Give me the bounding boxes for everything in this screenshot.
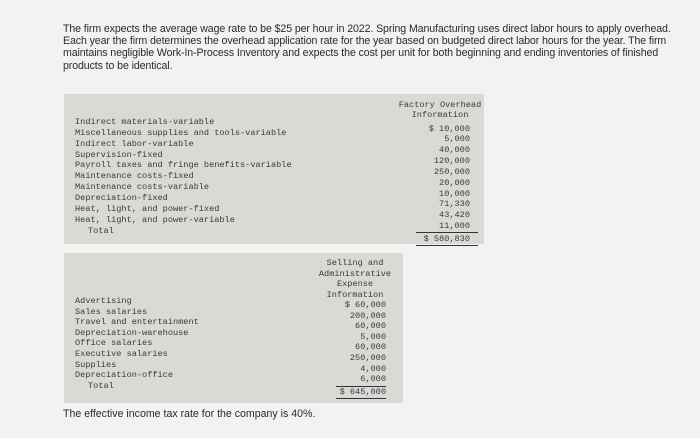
tax-rate-note: The effective income tax rate for the company is 40%. (63, 408, 316, 420)
overhead-item-value: 120,000 (433, 156, 470, 167)
selling-item-value: 60,000 (355, 321, 386, 332)
overhead-header-line: Information (411, 110, 469, 120)
overhead-header-line: Factory Overhead (398, 100, 482, 110)
selling-item-label: Supplies (75, 359, 117, 370)
selling-total-double-rule (336, 398, 386, 399)
overhead-item-label: Maintenance costs-fixed (75, 171, 194, 182)
overhead-item-value: 20,000 (439, 177, 470, 188)
overhead-item-label: Supervision-fixed (75, 149, 163, 160)
selling-item-value: 250,000 (349, 353, 386, 363)
selling-item-label: Travel and entertainment (75, 317, 199, 328)
selling-item-label: Advertising (75, 296, 132, 306)
overhead-item-label: Indirect materials-variable (75, 117, 215, 127)
overhead-item-label: Heat, light, and power-fixed (75, 203, 220, 214)
overhead-item-label: Indirect labor-variable (75, 138, 194, 149)
selling-header-line: Information (326, 289, 384, 300)
overhead-total-value: $ 580,830 (423, 234, 470, 244)
overhead-item-label: Miscellaneous supplies and tools-variable (75, 127, 287, 138)
selling-item-value: 5,000 (360, 331, 386, 342)
selling-item-label: Depreciation-warehouse (75, 327, 189, 338)
overhead-item-label: Payroll taxes and fringe benefits-variable (75, 160, 292, 171)
selling-total-label: Total (88, 380, 114, 391)
overhead-item-label: Depreciation-fixed (75, 192, 168, 203)
selling-item-label: Office salaries (75, 338, 153, 349)
selling-item-label: Executive salaries (75, 349, 168, 359)
overhead-item-value: 43,420 (439, 210, 470, 221)
overhead-item-value: 40,000 (439, 145, 470, 156)
selling-item-label: Sales salaries (75, 306, 148, 317)
overhead-item-value: 5,000 (444, 134, 470, 145)
overhead-item-value: 10,000 (439, 188, 470, 199)
overhead-item-value: $ 10,000 (428, 123, 470, 134)
overhead-item-label: Maintenance costs-variable (75, 182, 210, 193)
overhead-total-label: Total (88, 225, 114, 236)
selling-header-line: Expense (336, 279, 374, 289)
overhead-item-label: Heat, light, and power-variable (75, 214, 235, 225)
overhead-item-value: 250,000 (433, 166, 470, 177)
overhead-total-double-rule (416, 245, 478, 246)
selling-header-line: Administrative (318, 268, 392, 279)
selling-item-value: 6,000 (360, 374, 386, 385)
overhead-item-value: 11,000 (439, 221, 470, 232)
selling-item-label: Depreciation-office (75, 370, 173, 381)
selling-item-value: 200,000 (349, 310, 386, 321)
selling-header-line: Selling and (326, 258, 384, 268)
selling-total-value: $ 645,000 (339, 387, 386, 397)
selling-item-value: 60,000 (355, 342, 386, 353)
overhead-item-value: 71,330 (439, 199, 470, 210)
overhead-sum-rule (416, 232, 478, 233)
intro-paragraph: The firm expects the average wage rate to be $25 per hour in 2022. Spring Manufacturing uses direct labor hours to apply overhead. Each year the firm determines the overhead application rate for the year based on budgeted direct labor hours for the year. The firm maintains negligible Work-In-Process Inventory and expects the cost per unit for both beginning and ending inventories of finished products to be identical. (63, 23, 671, 72)
selling-item-value: 4,000 (360, 363, 386, 374)
selling-item-value: $ 60,000 (344, 300, 386, 310)
